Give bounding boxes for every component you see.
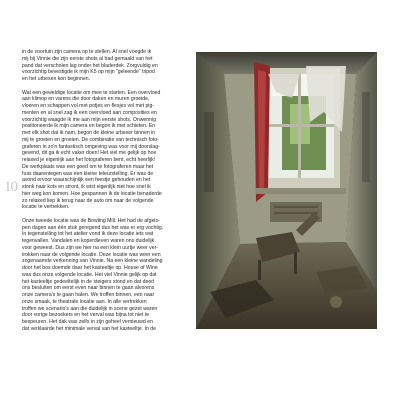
text-line: door vorige bezoekers en het verval was bijna tot niet te <box>22 312 150 319</box>
page-number: 10 <box>4 179 17 195</box>
text-line: stonk naar kots en stront, ik wist eigenlijk niet hoe snel ik <box>22 184 151 190</box>
photo-illustration <box>196 52 377 329</box>
text-line: huis daarentegen was een kleine teleurstelling. Er was de <box>22 170 154 177</box>
text-line: onze smaak, te theatrale locatie aan. In alle vertrekken <box>22 298 147 305</box>
text-line: zo relaxed liep ik terug naar de auto om naar de volgende <box>22 197 154 204</box>
paragraph <box>22 218 182 333</box>
text-line: ons besluiten om eerst even naar binnen te gaan alvorens <box>22 285 155 292</box>
text-line: onze camera's te gaan halen. We troffen binnen, een naar <box>22 292 155 298</box>
text-line: vloeren en schappen vol met potjes en flesjes vol met pig- <box>22 103 155 109</box>
text-line: voorzichtig waagde ik me aan mijn eerste shots. Onwennig <box>22 116 157 123</box>
text-line: troffen we scenario's aan die duidelijk in scene gezet waren <box>22 305 158 312</box>
text-line: graferen in zo'n fantastisch omgeving was voor mij doorslag- <box>22 143 160 150</box>
text-line: voor geweest. Dus zijn we hier na een klein uurtje weer ver- <box>22 244 159 251</box>
text-line: aan klimop en varens die door daken en muren groeide, <box>22 96 150 103</box>
text-line: was dus onze volgende locatie. Het viel Vinnie gelijk op dat <box>22 271 157 278</box>
text-line: Onze tweede locatie was de Bowling Mill. Het had de afgelo- <box>22 217 161 224</box>
text-line: hier weg kon komen. Hoe gespannen ik de locatie benaderde <box>22 190 162 197</box>
text-line: menten en al snel zag ik een overvloed aan composities en <box>22 109 157 116</box>
text-line: tegenvallen. Vandalen en koperdieven waren ons duidelijk <box>22 238 155 244</box>
text-line: In tegenstelling tot het atelier vond ik deze locatie iets wat <box>22 231 154 238</box>
text-line: mij te groeien en groeien. De combinatie van technisch foto- <box>22 136 159 143</box>
text-line: pen dagen aan één stuk geregend dus het was er erg vochtig. <box>22 224 164 231</box>
text-line: avond ervoor waarschijnlijk een feestje gehouden en het <box>22 177 151 184</box>
text-line: mij bij Vinnie die zijn eerste shots al had gemaakt van het <box>22 55 153 62</box>
text-line: in de voortuin zijn camera op te stellen. Al snel voegde ik <box>22 49 152 55</box>
text-line: bespeuren. Het dak was zelfs in zijn geheel vernieuwd en <box>22 319 153 325</box>
window-sill <box>256 188 346 194</box>
text-line: dat verklaarde het minimale verval van het kasteeltje. In de <box>22 325 157 332</box>
text-line: zogenaamde verkenning van Vinnie. Na een kleine wandeling <box>22 258 163 265</box>
photo-abandoned-room <box>196 52 377 329</box>
text-line: gevend, dit ga ik echt vaker doen! Het viel me gelijk op hoe <box>22 150 157 157</box>
paragraph <box>22 90 182 212</box>
text-line: locatie te vertrekken. <box>22 204 70 211</box>
text-line: trokken naar de volgende locatie. Deze locatie was weer een <box>22 251 161 258</box>
text-line: positioneerde ik mijn camera en begon ik met schieten. En <box>22 123 156 130</box>
text-line: Wat een geweldige locatie om mee te starten. Een overvloed <box>22 89 161 96</box>
text-line: pand dat verscholen lag onder het bladerdek. Zorgvuldig en <box>22 62 158 69</box>
paragraph <box>22 49 182 83</box>
text-line: door het bos doemde daar het kasteeltje op. House of Wine <box>22 265 158 271</box>
text-line: De werkplaats was een goed om te fotograferen maar het <box>22 163 154 170</box>
text-line: voorzichtig bevestigde ik mijn K5 op mijn “geleende” tripod <box>22 69 155 76</box>
text-line: met elk shot dat ik nam, begon de kleine urbexer binnen in <box>22 130 156 136</box>
text-line: het kasteeltje gedeeltelijk in de steigers stond en dat deed <box>22 278 155 285</box>
text-line: en het urbexen kon beginnen. <box>22 76 91 82</box>
text-line: relaxed je eigenlijk aan het fotograferen bent, echt heerlijk! <box>22 157 156 163</box>
body-text <box>22 49 182 339</box>
